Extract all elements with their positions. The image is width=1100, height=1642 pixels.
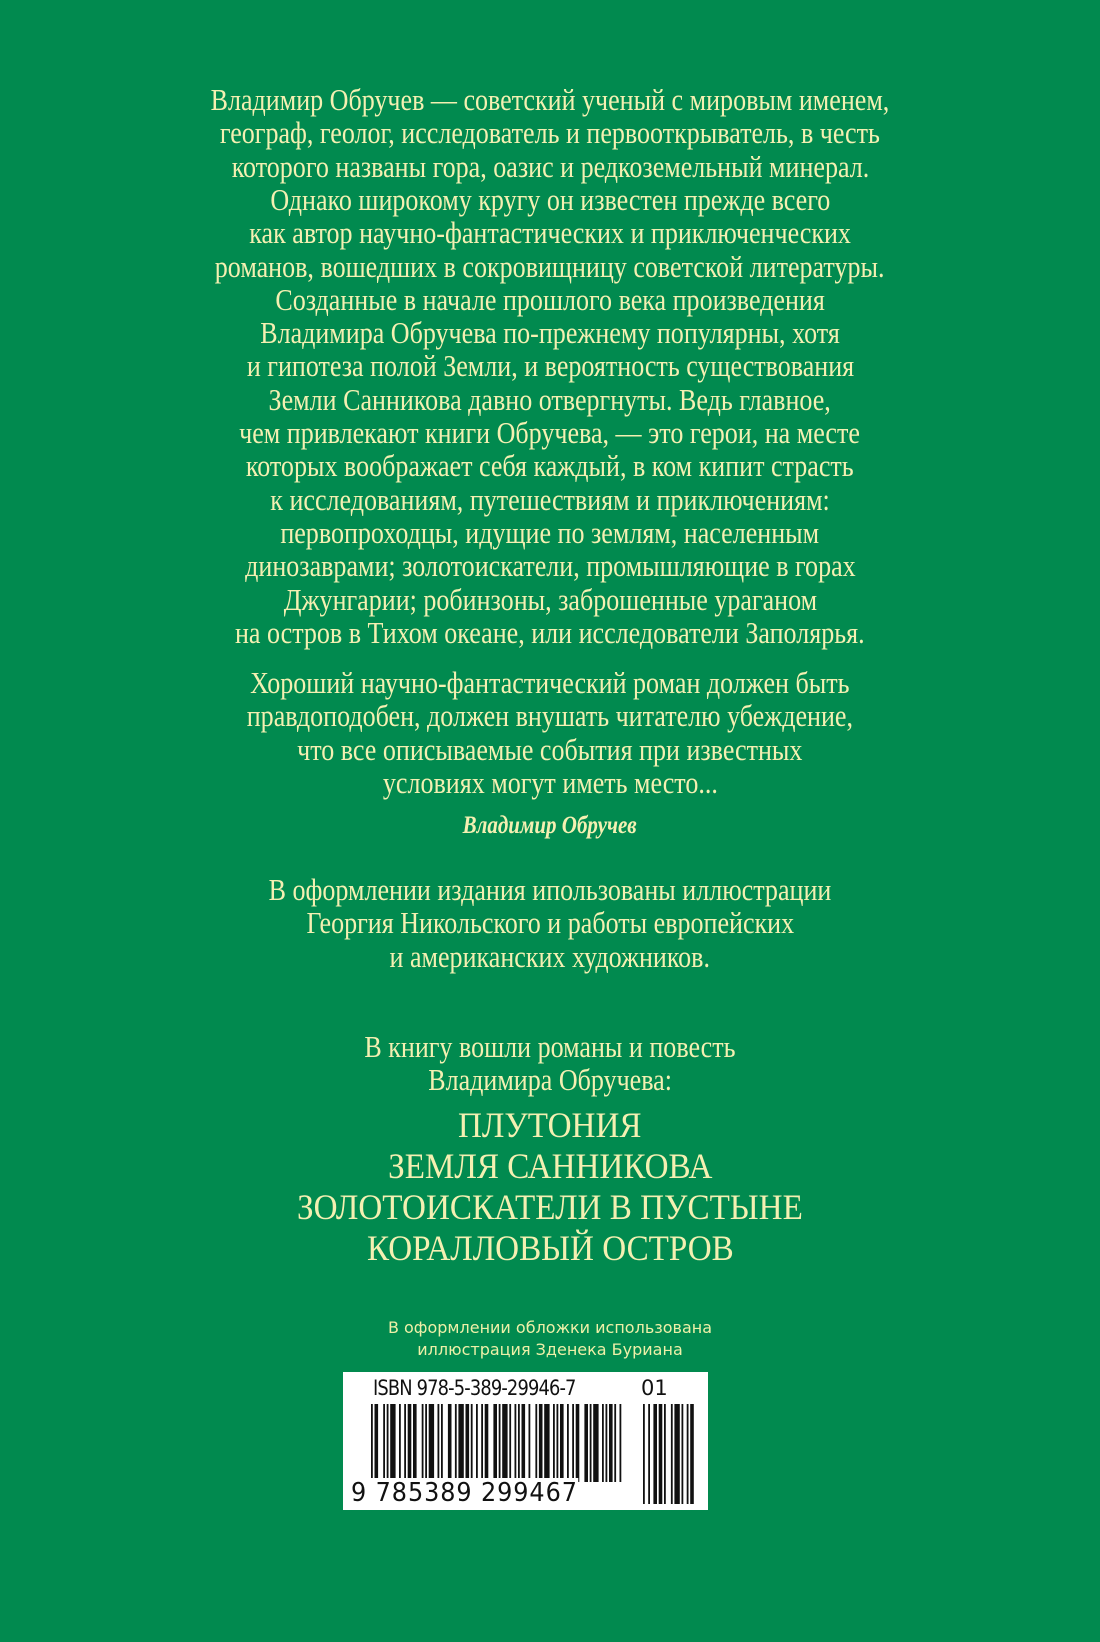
barcode-bar: [560, 1404, 564, 1482]
intro-line-text: первопроходцы, идущие по землям, населенным: [280, 514, 820, 550]
quote-line-text: Хороший научно-фантастический роман должен быть: [250, 665, 850, 700]
intro-line: [0, 616, 1100, 650]
barcode-bar: [614, 1404, 616, 1482]
intro-line: [0, 416, 1100, 450]
intro-line-text: чем привлекают книги Обручева, — это герои, на месте: [239, 415, 861, 450]
barcode-bar: [448, 1404, 452, 1482]
barcode-bar: [404, 1404, 406, 1482]
illustrations-line: [0, 940, 1100, 974]
book-title: [0, 1105, 1100, 1145]
intro-line-text: динозаврами; золотоискатели, промышляющие в горах: [244, 548, 856, 584]
contents-intro-line-text: В книгу вошли романы и повесть: [364, 1029, 736, 1064]
barcode-bar: [572, 1404, 574, 1482]
barcode-bar: [476, 1404, 478, 1482]
intro-line: [0, 316, 1100, 350]
illustrations-line: [0, 873, 1100, 907]
barcode-bar: [529, 1404, 531, 1482]
barcode-bar: [458, 1404, 463, 1482]
illustrations-line-text: В оформлении издания ипользованы иллюстрации: [268, 872, 832, 907]
barcode-bar: [408, 1404, 412, 1482]
intro-line: [0, 483, 1100, 517]
barcode-digits: 9 785389 299467: [351, 1478, 578, 1508]
intro-line-text: географ, геолог, исследователь и первооткрыватель, в честь: [219, 115, 881, 151]
barcode-bar: [620, 1404, 622, 1482]
barcode-bar: [481, 1404, 483, 1482]
intro-line-text: и гипотеза полой Земли, и вероятность существования: [246, 348, 854, 384]
barcode-bar: [522, 1404, 526, 1482]
illustrations-line-text: Георгия Никольского и работы европейских: [306, 905, 794, 941]
book-title: [0, 1187, 1100, 1227]
barcode-bar: [515, 1404, 517, 1482]
intro-line: [0, 83, 1100, 117]
barcode-bar: [422, 1404, 424, 1482]
book-title-text: ЗЕМЛЯ САННИКОВА: [387, 1146, 713, 1186]
quote-line: [0, 666, 1100, 700]
contents-intro-line-text: Владимира Обручева:: [428, 1062, 672, 1098]
barcode-addon: 01: [641, 1376, 668, 1400]
intro-line: [0, 150, 1100, 184]
addon-bar: [648, 1404, 650, 1504]
contents-intro-line: [0, 1030, 1100, 1064]
barcode-bar: [602, 1404, 604, 1482]
book-title-text: ЗОЛОТОИСКАТЕЛИ В ПУСТЫНЕ: [297, 1187, 803, 1227]
addon-bar: [659, 1404, 663, 1504]
barcode-bar: [557, 1404, 559, 1482]
book-title-text: КОРАЛЛОВЫЙ ОСТРОВ: [366, 1228, 734, 1268]
isbn-barcode: [343, 1372, 708, 1510]
illustrations-line: [0, 906, 1100, 940]
isbn-number: ISBN 978-5-389-29946-7: [373, 1376, 576, 1400]
intro-line: [0, 516, 1100, 550]
intro-line: [0, 583, 1100, 617]
intro-line-text: которых воображает себя каждый, в ком кипит страсть: [246, 448, 854, 484]
intro-line: [0, 183, 1100, 217]
barcode-bar: [493, 1404, 497, 1482]
book-title-text: ПЛУТОНИЯ: [458, 1105, 642, 1145]
intro-line-text: Джунгарии; робинзоны, заброшенные ураганом: [283, 581, 817, 617]
barcode-bar: [387, 1404, 389, 1482]
quote-line: [0, 733, 1100, 767]
barcode-bar: [606, 1404, 608, 1482]
intro-line: [0, 549, 1100, 583]
barcode-bar: [390, 1404, 395, 1482]
book-title: [0, 1228, 1100, 1268]
barcode-bar: [413, 1404, 417, 1482]
barcode-bar: [441, 1404, 443, 1482]
intro-line-text: Созданные в начале прошлого века произведения: [275, 281, 825, 317]
barcode-bar: [593, 1404, 598, 1482]
cover-credit-line: иллюстрация Зденека Буриана: [417, 1340, 683, 1359]
addon-bar: [690, 1404, 694, 1504]
barcode-bar: [553, 1404, 555, 1482]
barcode-bar: [544, 1404, 549, 1482]
quote-line: [0, 766, 1100, 800]
barcode-bar: [502, 1404, 507, 1482]
barcode-bar: [518, 1404, 520, 1482]
addon-bar: [643, 1404, 645, 1504]
barcode-bar: [567, 1404, 569, 1482]
intro-line-text: как автор научно-фантастических и приключенческих: [249, 215, 851, 251]
barcode-bar: [471, 1404, 473, 1482]
barcode-bar: [499, 1404, 501, 1482]
barcode-bar: [438, 1404, 440, 1482]
intro-line: [0, 116, 1100, 150]
addon-bar: [682, 1404, 684, 1504]
quote-author: [0, 809, 1100, 843]
quote-line-text: правдоподобен, должен внушать читателю убеждение,: [246, 698, 854, 734]
quote-line: [0, 699, 1100, 733]
barcode-bar: [466, 1404, 470, 1482]
addon-bar: [687, 1404, 689, 1504]
intro-line-text: Земли Санникова давно отвергнуты. Ведь главное,: [268, 381, 832, 417]
addon-bar: [674, 1404, 679, 1504]
book-title: [0, 1146, 1100, 1186]
intro-line-text: Владимира Обручева по-прежнему популярны, хотя: [260, 315, 840, 351]
quote-line-text: условиях могут иметь место...: [382, 764, 718, 800]
intro-line-text: Владимир Обручев — советский ученый с мировым именем,: [210, 82, 890, 117]
barcode-bar: [576, 1404, 580, 1482]
barcode-bar: [535, 1404, 537, 1482]
barcode-bar: [539, 1404, 543, 1482]
intro-line: [0, 449, 1100, 483]
contents-intro-line: [0, 1063, 1100, 1097]
quote-line-text: что все описываемые события при известных: [297, 731, 803, 767]
intro-line-text: романов, вошедших в сокровищницу советской литературы.: [215, 248, 885, 284]
intro-line: [0, 250, 1100, 284]
intro-line: [0, 383, 1100, 417]
cover-credit-line: В оформлении обложки использована: [387, 1318, 713, 1337]
addon-bar: [664, 1404, 666, 1504]
barcode-bar: [429, 1404, 434, 1482]
barcode-bar: [485, 1404, 489, 1482]
intro-line-text: на остров в Тихом океане, или исследователи Заполярья.: [235, 614, 865, 650]
barcode-bar: [609, 1404, 613, 1482]
illustrations-line-text: и американских художников.: [389, 938, 711, 974]
intro-line: [0, 349, 1100, 383]
quote-author-text: Владимир Обручев: [462, 812, 638, 839]
barcode-bar: [425, 1404, 427, 1482]
addon-bar: [653, 1404, 657, 1504]
barcode-bar: [590, 1404, 592, 1482]
addon-bar: [671, 1404, 673, 1504]
barcode-bar: [399, 1404, 401, 1482]
intro-line: [0, 216, 1100, 250]
intro-line-text: которого названы гора, оазис и редкоземельный минерал.: [231, 148, 869, 184]
barcode-bar: [455, 1404, 457, 1482]
intro-line-text: Однако широкому кругу он известен прежде всего: [270, 181, 830, 217]
barcode-bar: [509, 1404, 511, 1482]
intro-line: [0, 283, 1100, 317]
barcode-bar: [584, 1404, 588, 1482]
intro-line-text: к исследованиям, путешествиям и приключениям:: [270, 481, 830, 517]
